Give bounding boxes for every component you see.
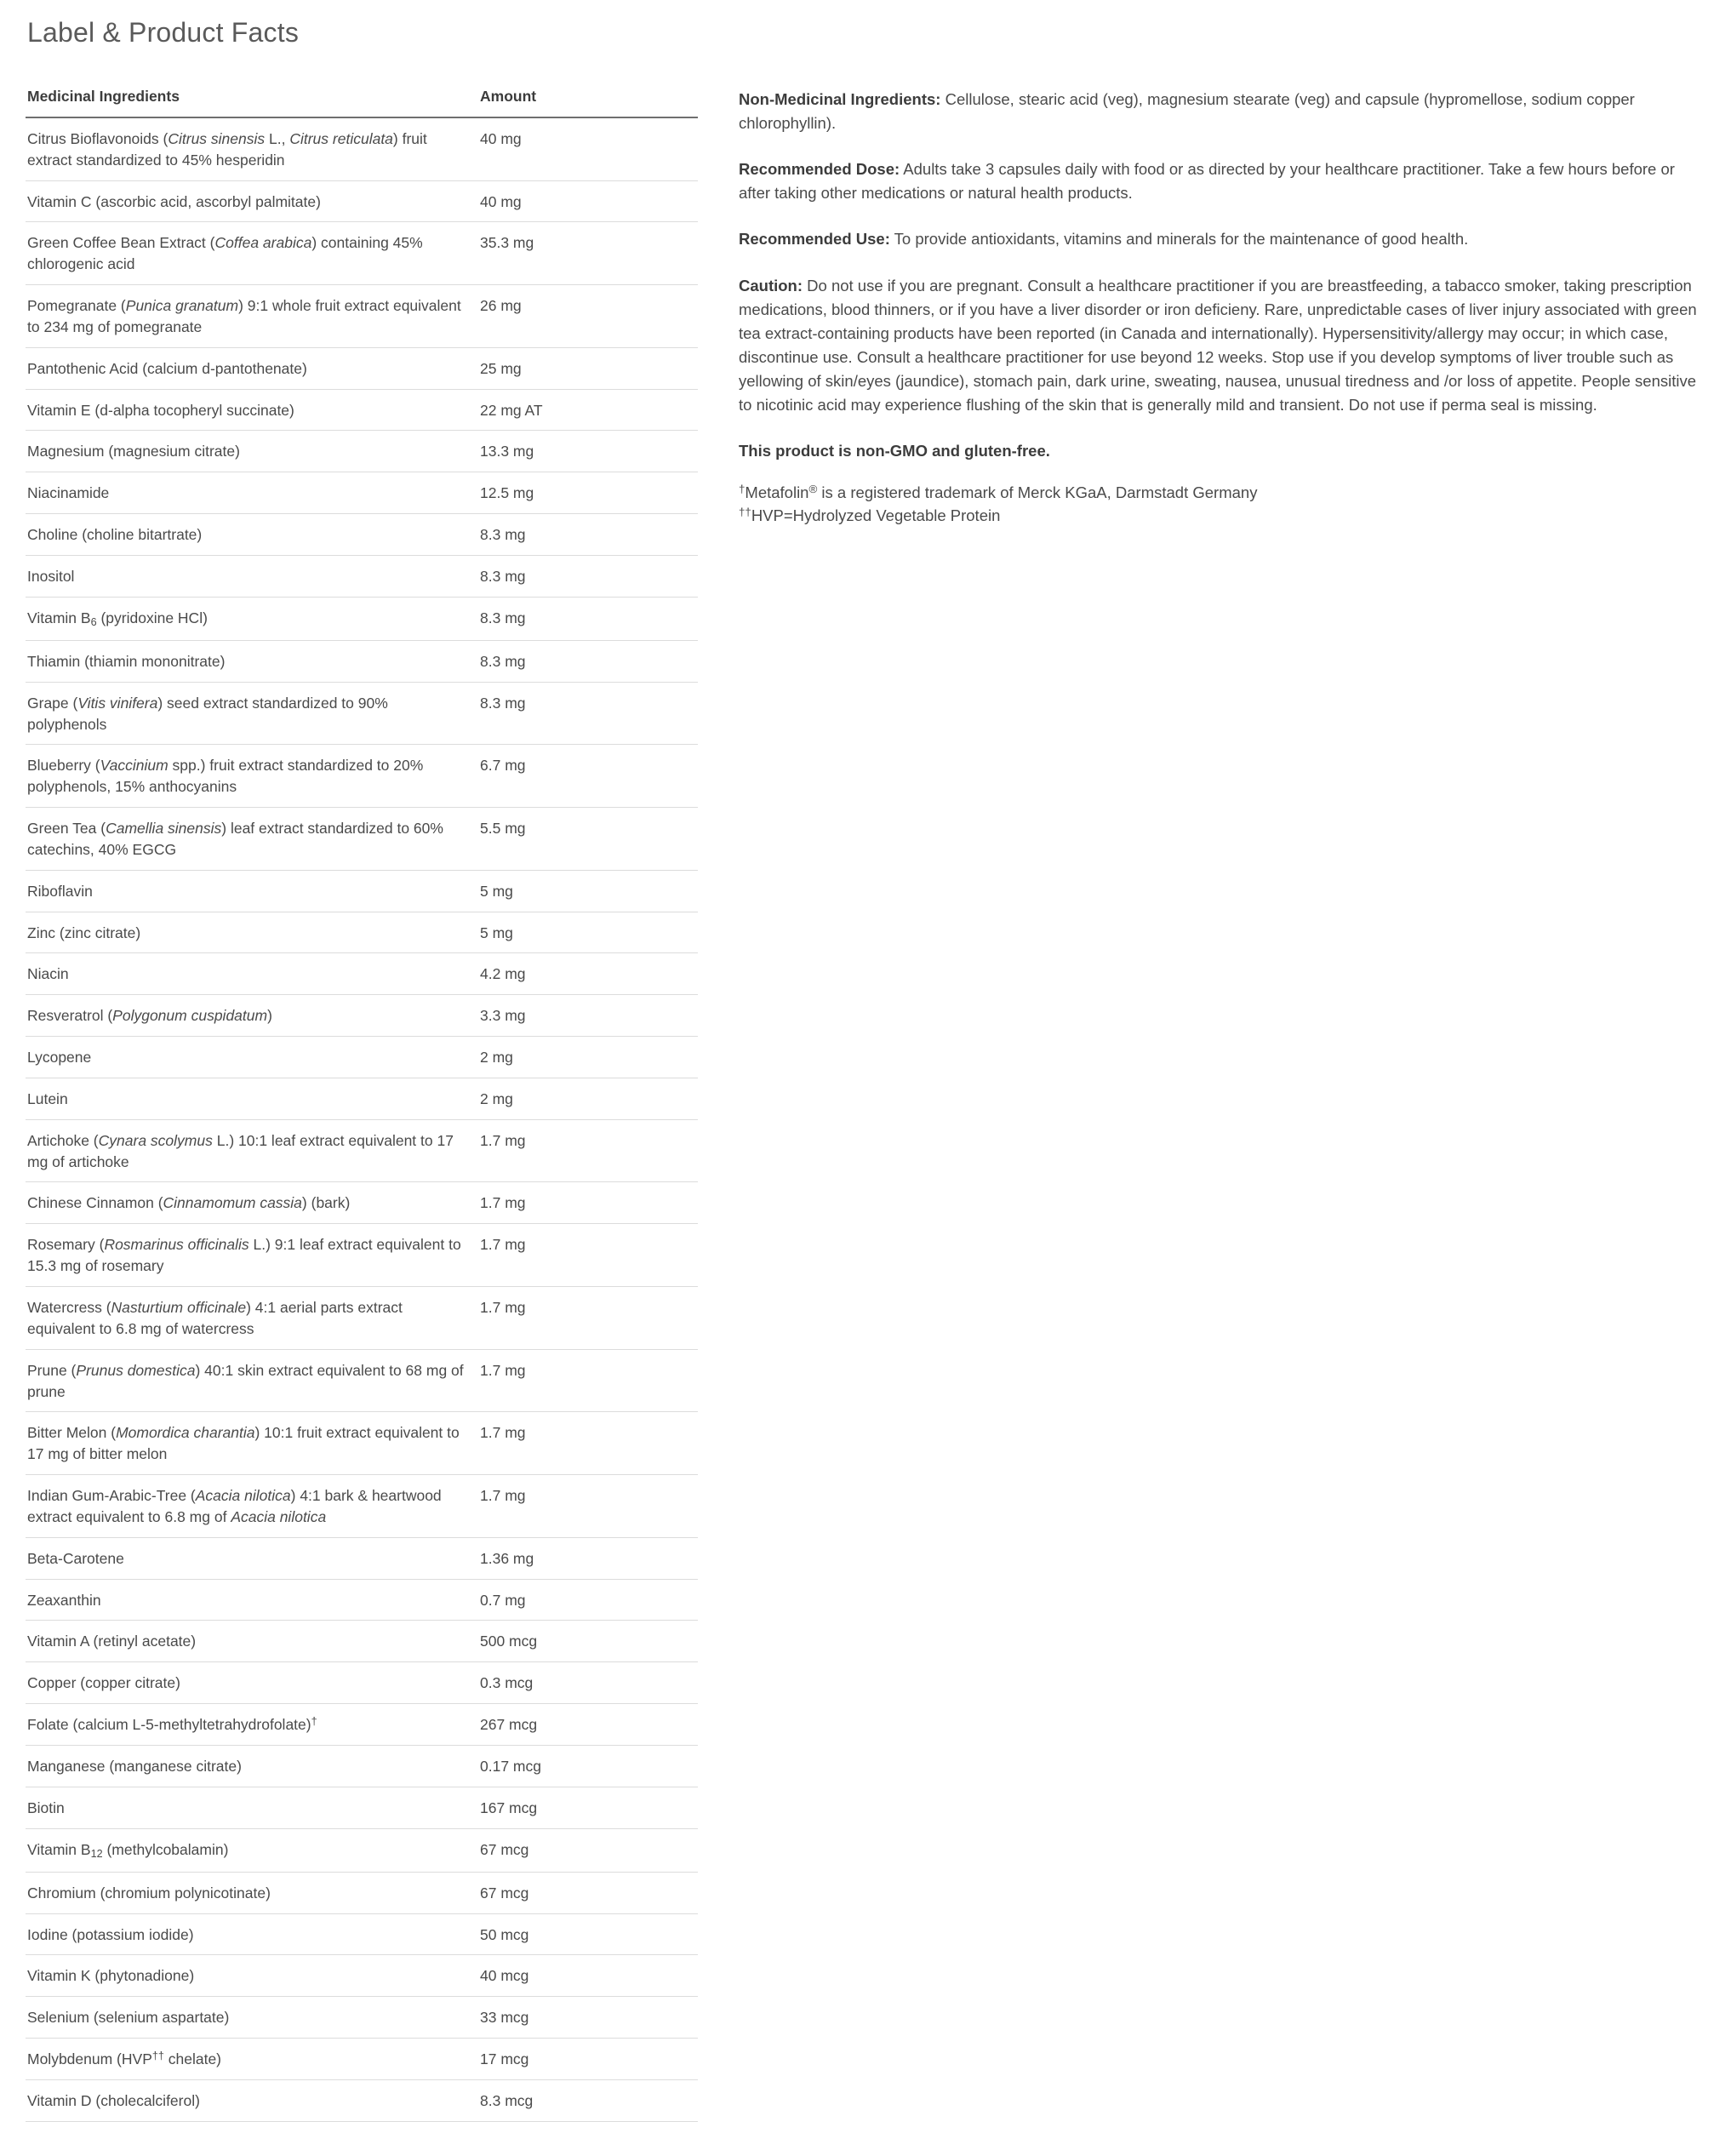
ingredient-amount-cell: 8.3 mg bbox=[470, 640, 698, 682]
table-row bbox=[26, 808, 698, 871]
ingredient-amount-cell: 5 mg bbox=[470, 870, 698, 912]
ingredient-amount-cell: 25 mg bbox=[470, 347, 698, 389]
ingredient-amount-cell: 1.7 mg bbox=[470, 1224, 698, 1287]
ingredient-amount-cell: 1.7 mg bbox=[470, 1475, 698, 1538]
non-medicinal-ingredients-text: Cellulose, stearic acid (veg), magnesium stearate (veg) and capsule (hypromellose, sodium copper chlorophyllin). bbox=[739, 90, 1635, 133]
footnote-hvp: ††HVP=Hydrolyzed Vegetable Protein bbox=[739, 505, 1001, 524]
ingredient-amount-cell: 1.7 mg bbox=[470, 1349, 698, 1412]
table-row bbox=[26, 1621, 698, 1662]
table-row bbox=[26, 555, 698, 597]
table-row bbox=[26, 1828, 698, 1872]
ingredient-name-cell: Thiamin (thiamin mononitrate) bbox=[26, 640, 470, 682]
table-row bbox=[26, 1787, 698, 1828]
ingredient-name-cell: Blueberry (Vaccinium spp.) fruit extract standardized to 20% polyphenols, 15% anthocyanins bbox=[26, 745, 470, 808]
ingredient-name-cell: Resveratrol (Polygonum cuspidatum) bbox=[26, 995, 470, 1037]
non-medicinal-ingredients-label: Non-Medicinal Ingredients: bbox=[739, 90, 941, 108]
ingredient-name-cell: Vitamin D (cholecalciferol) bbox=[26, 2079, 470, 2121]
table-row bbox=[26, 1349, 698, 1412]
caution-block bbox=[739, 274, 1702, 418]
ingredient-amount-cell: 35.3 mg bbox=[470, 222, 698, 285]
table-row bbox=[26, 953, 698, 995]
ingredient-amount-cell: 22 mg AT bbox=[470, 389, 698, 431]
table-row bbox=[26, 2039, 698, 2080]
recommended-use-block bbox=[739, 227, 1702, 251]
ingredient-amount-cell: 1.36 mg bbox=[470, 1537, 698, 1579]
table-row bbox=[26, 117, 698, 180]
ingredient-name-cell: Vitamin $B_6$ (pyridoxine HCl) bbox=[26, 597, 470, 640]
ingredient-name-cell: Niacin bbox=[26, 953, 470, 995]
table-row bbox=[26, 745, 698, 808]
table-row bbox=[26, 1997, 698, 2039]
ingredient-name-cell: Zeaxanthin bbox=[26, 1579, 470, 1621]
recommended-use-label: Recommended Use: bbox=[739, 230, 890, 249]
table-row bbox=[26, 1119, 698, 1182]
ingredient-amount-cell: 17 mcg bbox=[470, 2039, 698, 2080]
ingredient-amount-cell: 67 mcg bbox=[470, 1828, 698, 1872]
ingredient-amount-cell: 1.7 mg bbox=[470, 1287, 698, 1350]
ingredient-amount-cell: 50 mcg bbox=[470, 1913, 698, 1955]
ingredient-amount-cell: 5 mg bbox=[470, 912, 698, 953]
table-row bbox=[26, 1662, 698, 1704]
ingredient-amount-cell: 40 mcg bbox=[470, 1955, 698, 1997]
ingredient-amount-cell: 40 mg bbox=[470, 180, 698, 222]
ingredient-name-cell: Vitamin $B_{12}$ (methylcobalamin) bbox=[26, 1828, 470, 1872]
ingredient-name-cell: Copper (copper citrate) bbox=[26, 1662, 470, 1704]
table-row bbox=[26, 640, 698, 682]
ingredient-amount-cell: 33 mcg bbox=[470, 1997, 698, 2039]
table-row bbox=[26, 1412, 698, 1475]
ingredient-name-cell: Beta-Carotene bbox=[26, 1537, 470, 1579]
ingredient-name-cell: Choline (choline bitartrate) bbox=[26, 514, 470, 556]
content-columns bbox=[26, 86, 1702, 2122]
table-row bbox=[26, 222, 698, 285]
ingredient-amount-cell: 0.17 mcg bbox=[470, 1745, 698, 1787]
ingredient-amount-cell: 6.7 mg bbox=[470, 745, 698, 808]
ingredient-amount-cell: 5.5 mg bbox=[470, 808, 698, 871]
table-row bbox=[26, 472, 698, 514]
ingredient-amount-cell: 26 mg bbox=[470, 285, 698, 348]
product-information-column bbox=[739, 86, 1702, 527]
ingredient-amount-cell: 8.3 mg bbox=[470, 514, 698, 556]
ingredient-name-cell: Watercress (Nasturtium officinale) 4:1 aerial parts extract equivalent to 6.8 mg of watercress bbox=[26, 1287, 470, 1350]
ingredient-amount-cell: 8.3 mg bbox=[470, 555, 698, 597]
ingredient-name-cell: Green Tea (Camellia sinensis) leaf extract standardized to 60% catechins, 40% EGCG bbox=[26, 808, 470, 871]
ingredient-amount-cell: 167 mcg bbox=[470, 1787, 698, 1828]
ingredient-amount-cell: 1.7 mg bbox=[470, 1119, 698, 1182]
table-row bbox=[26, 870, 698, 912]
table-row bbox=[26, 1872, 698, 1913]
table-row bbox=[26, 180, 698, 222]
ingredient-name-cell: Bitter Melon (Momordica charantia) 10:1 fruit extract equivalent to 17 mg of bitter melon bbox=[26, 1412, 470, 1475]
ingredient-name-cell: Folate (calcium L-5-methyltetrahydrofolate)† bbox=[26, 1704, 470, 1746]
ingredient-name-cell: Rosemary (Rosmarinus officinalis L.) 9:1 leaf extract equivalent to 15.3 mg of rosemary bbox=[26, 1224, 470, 1287]
ingredient-amount-cell: 8.3 mg bbox=[470, 682, 698, 745]
table-row bbox=[26, 1537, 698, 1579]
ingredient-name-cell: Grape (Vitis vinifera) seed extract standardized to 90% polyphenols bbox=[26, 682, 470, 745]
table-head bbox=[26, 86, 698, 117]
ingredient-name-cell: Selenium (selenium aspartate) bbox=[26, 1997, 470, 2039]
ingredient-name-cell: Citrus Bioflavonoids (Citrus sinensis L., Citrus reticulata) fruit extract standardized to 45% hesperidin bbox=[26, 117, 470, 180]
ingredient-name-cell: Vitamin K (phytonadione) bbox=[26, 1955, 470, 1997]
ingredient-name-cell: Manganese (manganese citrate) bbox=[26, 1745, 470, 1787]
table-row bbox=[26, 389, 698, 431]
table-row bbox=[26, 1037, 698, 1078]
footnote-metafolin: †Metafolin® is a registered trademark of Merck KGaA, Darmstadt Germany bbox=[739, 483, 1258, 502]
ingredient-amount-cell: 0.7 mg bbox=[470, 1579, 698, 1621]
ingredient-amount-cell: 500 mcg bbox=[470, 1621, 698, 1662]
ingredient-name-cell: Pantothenic Acid (calcium d-pantothenate) bbox=[26, 347, 470, 389]
table-row bbox=[26, 2079, 698, 2121]
ingredient-amount-cell: 1.7 mg bbox=[470, 1412, 698, 1475]
table-row bbox=[26, 995, 698, 1037]
ingredient-amount-cell: 2 mg bbox=[470, 1078, 698, 1119]
table-row bbox=[26, 431, 698, 472]
table-row bbox=[26, 1913, 698, 1955]
ingredient-amount-cell: 1.7 mg bbox=[470, 1182, 698, 1224]
ingredient-name-cell: Iodine (potassium iodide) bbox=[26, 1913, 470, 1955]
ingredient-amount-cell: 8.3 mcg bbox=[470, 2079, 698, 2121]
ingredient-name-cell: Biotin bbox=[26, 1787, 470, 1828]
ingredient-name-cell: Artichoke (Cynara scolymus L.) 10:1 leaf extract equivalent to 17 mg of artichoke bbox=[26, 1119, 470, 1182]
ingredient-amount-cell: 13.3 mg bbox=[470, 431, 698, 472]
ingredient-name-cell: Chromium (chromium polynicotinate) bbox=[26, 1872, 470, 1913]
table-row bbox=[26, 1078, 698, 1119]
ingredient-amount-cell: 67 mcg bbox=[470, 1872, 698, 1913]
column-header-ingredient: Medicinal Ingredients bbox=[26, 86, 470, 117]
ingredient-name-cell: Lycopene bbox=[26, 1037, 470, 1078]
ingredient-name-cell: Vitamin A (retinyl acetate) bbox=[26, 1621, 470, 1662]
table-row bbox=[26, 1287, 698, 1350]
ingredient-amount-cell: 0.3 mcg bbox=[470, 1662, 698, 1704]
table-row bbox=[26, 1182, 698, 1224]
table-row bbox=[26, 1475, 698, 1538]
table-row bbox=[26, 1745, 698, 1787]
table-row bbox=[26, 597, 698, 640]
ingredient-name-cell: Prune (Prunus domestica) 40:1 skin extract equivalent to 68 mg of prune bbox=[26, 1349, 470, 1412]
ingredient-name-cell: Zinc (zinc citrate) bbox=[26, 912, 470, 953]
ingredient-name-cell: Lutein bbox=[26, 1078, 470, 1119]
recommended-dose-label: Recommended Dose: bbox=[739, 160, 900, 179]
table-row bbox=[26, 912, 698, 953]
table-row bbox=[26, 1224, 698, 1287]
table-row bbox=[26, 514, 698, 556]
ingredient-amount-cell: 267 mcg bbox=[470, 1704, 698, 1746]
table-row bbox=[26, 1955, 698, 1997]
ingredient-name-cell: Molybdenum (HVP†† chelate) bbox=[26, 2039, 470, 2080]
recommended-dose-block bbox=[739, 157, 1702, 205]
table-row bbox=[26, 1579, 698, 1621]
ingredient-name-cell: Niacinamide bbox=[26, 472, 470, 514]
footnotes bbox=[739, 482, 1702, 527]
column-header-amount: Amount bbox=[470, 86, 698, 117]
ingredient-amount-cell: 3.3 mg bbox=[470, 995, 698, 1037]
ingredient-name-cell: Riboflavin bbox=[26, 870, 470, 912]
table-row bbox=[26, 682, 698, 745]
page-title: Label & Product Facts bbox=[27, 17, 300, 48]
ingredient-name-cell: Vitamin C (ascorbic acid, ascorbyl palmitate) bbox=[26, 180, 470, 222]
non-medicinal-ingredients-block bbox=[739, 88, 1702, 135]
ingredient-name-cell: Pomegranate (Punica granatum) 9:1 whole fruit extract equivalent to 234 mg of pomegranate bbox=[26, 285, 470, 348]
ingredient-amount-cell: 2 mg bbox=[470, 1037, 698, 1078]
caution-text: Do not use if you are pregnant. Consult a healthcare practitioner if you are breastfeeding, a tabacco smoker, taking prescription medications, blood thinners, or if you have a liver disorder or iron deficieny. Rare, unpredictable cases of liver injury associated with green tea extract-containing products have been reported (in Canada and internationally). Hypersensitivity/allergy may occur; in which case, discontinue use. Consult a healthcare practitioner for use beyond 12 weeks. Stop use if you develop symptoms of liver trouble such as yellowing of skin/eyes (jaundice), stomach pain, dark urine, sweating, nausea, unusual tiredness and /or loss of appetite. People sensitive to nicotinic acid may experience flushing of the skin that is generally mild and transient. Do not use if perma seal is missing. bbox=[739, 276, 1697, 415]
ingredient-amount-cell: 4.2 mg bbox=[470, 953, 698, 995]
ingredient-name-cell: Indian Gum-Arabic-Tree (Acacia nilotica) 4:1 bark & heartwood extract equivalent to 6.8 mg of Acacia nilotica bbox=[26, 1475, 470, 1538]
ingredient-name-cell: Green Coffee Bean Extract (Coffea arabica) containing 45% chlorogenic acid bbox=[26, 222, 470, 285]
table-row bbox=[26, 347, 698, 389]
ingredient-amount-cell: 12.5 mg bbox=[470, 472, 698, 514]
table-body bbox=[26, 117, 698, 2121]
non-gmo-statement: This product is non-GMO and gluten-free. bbox=[739, 442, 1050, 460]
table-header-row bbox=[26, 86, 698, 117]
ingredient-amount-cell: 8.3 mg bbox=[470, 597, 698, 640]
table-row bbox=[26, 285, 698, 348]
table-row bbox=[26, 1704, 698, 1746]
medicinal-ingredients-column bbox=[26, 86, 698, 2122]
ingredient-name-cell: Inositol bbox=[26, 555, 470, 597]
ingredient-name-cell: Vitamin E (d-alpha tocopheryl succinate) bbox=[26, 389, 470, 431]
recommended-dose-text: Adults take 3 capsules daily with food or as directed by your healthcare practitioner. Take a few hours before or after taking other medications or natural health products. bbox=[739, 160, 1675, 203]
ingredient-name-cell: Chinese Cinnamon (Cinnamomum cassia) (bark) bbox=[26, 1182, 470, 1224]
caution-label: Caution: bbox=[739, 276, 803, 295]
medicinal-ingredients-table bbox=[26, 86, 698, 2122]
ingredient-amount-cell: 40 mg bbox=[470, 117, 698, 180]
ingredient-name-cell: Magnesium (magnesium citrate) bbox=[26, 431, 470, 472]
recommended-use-text: To provide antioxidants, vitamins and minerals for the maintenance of good health. bbox=[889, 230, 1469, 249]
